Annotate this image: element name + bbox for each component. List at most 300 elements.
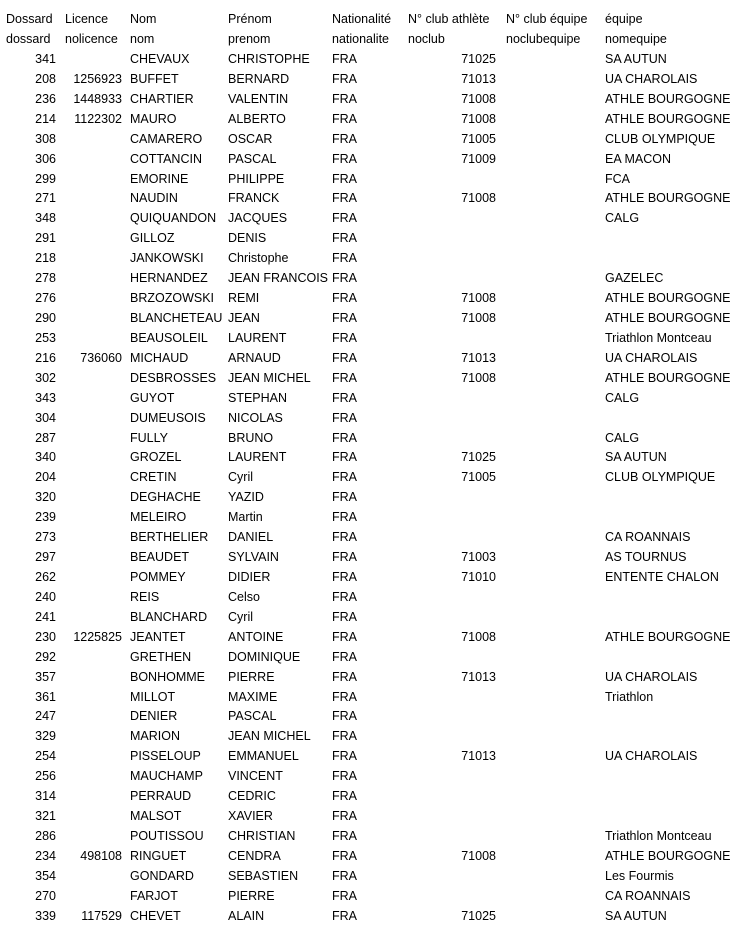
cell-nom: JANKOWSKI [130, 251, 204, 266]
cell-prenom: CENDRA [228, 848, 281, 863]
cell-noclubequipe [506, 806, 602, 826]
cell-noclub: 71008 [461, 629, 496, 644]
table-row [0, 647, 700, 667]
header-prenom: Prénom [228, 12, 272, 26]
cell-noclub: 71013 [461, 350, 496, 365]
cell-nationalite: FRA [332, 310, 357, 325]
cell-nationalite: FRA [332, 111, 357, 126]
cell-noclub [408, 687, 496, 707]
cell-noclubequipe [506, 49, 602, 69]
cell-noclub: 71003 [461, 550, 496, 565]
cell-nom: GRETHEN [130, 649, 192, 664]
cell-licence [62, 169, 122, 189]
cell-equipe: Triathlon Montceau [605, 828, 712, 843]
cell-prenom: SYLVAIN [228, 550, 279, 565]
cell-nom: DUMEUSOIS [130, 410, 206, 425]
cell-nationalite: FRA [332, 91, 357, 106]
cell-noclub: 71008 [461, 370, 496, 385]
cell-noclub [408, 507, 496, 527]
cell-dossard: 240 [35, 589, 56, 604]
cell-noclub [408, 786, 496, 806]
cell-prenom: JEAN MICHEL [228, 370, 311, 385]
cell-dossard: 306 [35, 151, 56, 166]
cell-nom: POMMEY [130, 569, 186, 584]
cell-licence [62, 647, 122, 667]
cell-equipe [605, 726, 700, 746]
cell-equipe: GAZELEC [605, 271, 664, 286]
cell-dossard: 216 [35, 350, 56, 365]
cell-noclub [408, 527, 496, 547]
cell-licence [62, 826, 122, 846]
cell-nationalite: FRA [332, 908, 357, 923]
cell-dossard: 230 [35, 629, 56, 644]
cell-equipe: SA AUTUN [605, 52, 667, 66]
cell-dossard: 291 [35, 231, 56, 246]
cell-licence [62, 487, 122, 507]
cell-prenom: PIERRE [228, 669, 275, 684]
cell-noclub: 71009 [461, 151, 496, 166]
cell-noclubequipe [506, 228, 602, 248]
cell-nom: GONDARD [130, 868, 194, 883]
cell-dossard: 340 [35, 450, 56, 465]
cell-noclubequipe [506, 328, 602, 348]
cell-noclubequipe [506, 647, 602, 667]
header-nationalite: Nationalité [332, 12, 392, 26]
cell-noclub [408, 228, 496, 248]
table-row [0, 288, 730, 308]
cell-nationalite: FRA [332, 271, 357, 286]
cell-prenom: REMI [228, 291, 260, 306]
cell-prenom: NICOLAS [228, 410, 283, 425]
cell-licence [62, 49, 122, 69]
cell-noclubequipe [506, 408, 602, 428]
field-nationalite: nationalite [332, 32, 389, 46]
cell-nom: DENIER [130, 709, 178, 724]
cell-licence [62, 368, 122, 388]
cell-equipe: Triathlon Montceau [605, 330, 712, 345]
cell-nom: GUYOT [130, 390, 175, 405]
cell-equipe [605, 607, 700, 627]
table-row [0, 507, 700, 527]
cell-nationalite: FRA [332, 749, 357, 764]
cell-prenom: Martin [228, 510, 263, 525]
cell-nom: NAUDIN [130, 191, 178, 206]
cell-nationalite: FRA [332, 530, 357, 545]
cell-dossard: 273 [35, 530, 56, 545]
cell-equipe: CA ROANNAIS [605, 530, 691, 545]
table-row [0, 49, 700, 69]
header-licence: Licence [65, 12, 109, 26]
cell-nom: GILLOZ [130, 231, 175, 246]
cell-licence [62, 308, 122, 328]
cell-noclubequipe [506, 89, 602, 109]
cell-prenom: FRANCK [228, 191, 280, 206]
cell-dossard: 270 [35, 888, 56, 903]
cell-equipe: ATHLE BOURGOGNE [605, 111, 730, 126]
table-row [0, 228, 700, 248]
cell-dossard: 321 [35, 809, 56, 824]
table-row [0, 408, 700, 428]
table-row [0, 388, 700, 408]
cell-prenom: DOMINIQUE [228, 649, 301, 664]
cell-noclubequipe [506, 846, 602, 866]
cell-licence [62, 726, 122, 746]
cell-noclubequipe [506, 507, 602, 527]
cell-equipe [605, 806, 700, 826]
cell-noclubequipe [506, 886, 602, 906]
cell-nationalite: FRA [332, 868, 357, 883]
cell-prenom: CHRISTIAN [228, 828, 296, 843]
cell-noclub: 71025 [461, 52, 496, 66]
cell-dossard: 297 [35, 550, 56, 565]
cell-nom: CRETIN [130, 470, 177, 485]
cell-nationalite: FRA [332, 689, 357, 704]
cell-nationalite: FRA [332, 251, 357, 266]
cell-nom: MELEIRO [130, 510, 187, 525]
cell-prenom: JEAN FRANCOIS [228, 271, 329, 286]
cell-nom: BRZOZOWSKI [130, 291, 215, 306]
cell-equipe [605, 647, 700, 667]
cell-licence [62, 587, 122, 607]
cell-equipe: ATHLE BOURGOGNE [605, 291, 730, 306]
cell-prenom: YAZID [228, 490, 264, 505]
cell-noclub: 71025 [461, 908, 496, 923]
cell-prenom: XAVIER [228, 809, 273, 824]
header-noclubequipe: N° club équipe [506, 12, 588, 26]
cell-noclub: 71005 [461, 131, 496, 146]
field-noclubequipe: noclubequipe [506, 32, 581, 46]
cell-prenom: LAURENT [228, 450, 287, 465]
cell-dossard: 262 [35, 569, 56, 584]
cell-nom: BERTHELIER [130, 530, 209, 545]
cell-prenom: STEPHAN [228, 390, 288, 405]
cell-noclubequipe [506, 129, 602, 149]
cell-dossard: 299 [35, 171, 56, 186]
cell-noclub: 71025 [461, 450, 496, 465]
table-row [0, 428, 700, 448]
cell-nom: MAUCHAMP [130, 769, 203, 784]
cell-licence: 498108 [80, 848, 122, 863]
cell-nationalite: FRA [332, 291, 357, 306]
cell-nationalite: FRA [332, 171, 357, 186]
cell-nationalite: FRA [332, 510, 357, 525]
cell-dossard: 304 [35, 410, 56, 425]
cell-prenom: Cyril [228, 470, 253, 485]
cell-noclubequipe [506, 866, 602, 886]
cell-dossard: 236 [35, 91, 56, 106]
cell-equipe: CALG [605, 211, 640, 226]
cell-nom: QUIQUANDON [130, 211, 217, 226]
cell-nationalite: FRA [332, 569, 357, 584]
cell-equipe: CLUB OLYMPIQUE [605, 470, 716, 485]
cell-noclub: 71013 [461, 749, 496, 764]
cell-licence [62, 687, 122, 707]
cell-equipe: ATHLE BOURGOGNE [605, 310, 730, 325]
cell-prenom: VINCENT [228, 769, 283, 784]
cell-prenom: CEDRIC [228, 789, 276, 804]
table-row [0, 687, 700, 707]
cell-nationalite: FRA [332, 131, 357, 146]
cell-noclub [408, 866, 496, 886]
cell-nationalite: FRA [332, 450, 357, 465]
cell-noclubequipe [506, 467, 602, 487]
cell-dossard: 234 [35, 848, 56, 863]
cell-nom: BONHOMME [130, 669, 205, 684]
cell-prenom: VALENTIN [228, 91, 289, 106]
cell-nationalite: FRA [332, 350, 357, 365]
table-row [0, 826, 712, 846]
cell-equipe: ATHLE BOURGOGNE [605, 191, 730, 206]
table-row [0, 846, 730, 866]
cell-dossard: 314 [35, 789, 56, 804]
cell-noclubequipe [506, 368, 602, 388]
cell-licence [62, 268, 122, 288]
table-row [0, 328, 712, 348]
cell-equipe [605, 248, 700, 268]
cell-noclub [408, 607, 496, 627]
cell-noclubequipe [506, 906, 602, 926]
cell-nom: GROZEL [130, 450, 182, 465]
cell-licence [62, 447, 122, 467]
cell-equipe: UA CHAROLAIS [605, 749, 698, 764]
cell-noclubequipe [506, 248, 602, 268]
cell-nom: EMORINE [130, 171, 189, 186]
cell-equipe: SA AUTUN [605, 450, 667, 465]
cell-equipe: SA AUTUN [605, 908, 667, 923]
cell-noclubequipe [506, 726, 602, 746]
table-row [0, 866, 700, 886]
cell-noclubequipe [506, 169, 602, 189]
table-row [0, 746, 700, 766]
cell-nom: PISSELOUP [130, 749, 201, 764]
cell-licence [62, 706, 122, 726]
cell-equipe [605, 587, 700, 607]
cell-nationalite: FRA [332, 848, 357, 863]
cell-nom: RINGUET [130, 848, 187, 863]
cell-nom: MARION [130, 729, 180, 744]
cell-noclubequipe [506, 69, 602, 89]
cell-noclubequipe [506, 587, 602, 607]
cell-licence [62, 467, 122, 487]
cell-noclubequipe [506, 527, 602, 547]
cell-noclub [408, 766, 496, 786]
cell-nom: BLANCHARD [130, 609, 208, 624]
cell-nationalite: FRA [332, 71, 357, 86]
cell-equipe: CLUB OLYMPIQUE [605, 131, 716, 146]
cell-nom: CAMARERO [130, 131, 203, 146]
table-row [0, 109, 730, 129]
cell-prenom: ANTOINE [228, 629, 284, 644]
cell-nationalite: FRA [332, 52, 357, 66]
cell-noclub: 71013 [461, 71, 496, 86]
cell-equipe [605, 786, 700, 806]
table-body [0, 49, 730, 926]
cell-dossard: 290 [35, 310, 56, 325]
cell-prenom: PASCAL [228, 709, 277, 724]
cell-nom: MILLOT [130, 689, 176, 704]
header-equipe: équipe [605, 12, 643, 26]
cell-noclub: 71008 [461, 91, 496, 106]
table-row [0, 89, 730, 109]
cell-noclub [408, 647, 496, 667]
cell-licence: 1122302 [74, 111, 122, 126]
cell-nationalite: FRA [332, 809, 357, 824]
cell-noclub [408, 806, 496, 826]
cell-licence [62, 667, 122, 687]
cell-equipe: FCA [605, 171, 630, 186]
table-row [0, 886, 700, 906]
table-row [0, 587, 700, 607]
cell-noclubequipe [506, 268, 602, 288]
cell-licence: 736060 [80, 350, 122, 365]
cell-noclubequipe [506, 428, 602, 448]
cell-licence [62, 607, 122, 627]
cell-nom: REIS [130, 589, 160, 604]
cell-nationalite: FRA [332, 729, 357, 744]
cell-noclub: 71008 [461, 191, 496, 206]
cell-nationalite: FRA [332, 550, 357, 565]
cell-nom: CHARTIER [130, 91, 194, 106]
cell-dossard: 256 [35, 769, 56, 784]
cell-nationalite: FRA [332, 649, 357, 664]
cell-dossard: 348 [35, 211, 56, 226]
cell-nationalite: FRA [332, 330, 357, 345]
cell-dossard: 341 [35, 52, 56, 66]
cell-noclubequipe [506, 547, 602, 567]
table-row [0, 906, 700, 926]
cell-dossard: 214 [35, 111, 56, 126]
cell-equipe: CALG [605, 390, 640, 405]
cell-nom: DEGHACHE [130, 490, 201, 505]
cell-licence [62, 866, 122, 886]
cell-licence: 1225825 [73, 629, 122, 644]
cell-nationalite: FRA [332, 410, 357, 425]
cell-nom: FARJOT [130, 888, 178, 903]
cell-equipe: Les Fourmis [605, 868, 674, 883]
cell-noclub [408, 886, 496, 906]
cell-nom: PERRAUD [130, 789, 192, 804]
table-row [0, 149, 700, 169]
cell-equipe: AS TOURNUS [605, 550, 687, 565]
cell-licence [62, 428, 122, 448]
cell-equipe: Triathlon [605, 689, 654, 704]
cell-equipe: UA CHAROLAIS [605, 669, 698, 684]
cell-licence [62, 806, 122, 826]
cell-prenom: ARNAUD [228, 350, 281, 365]
cell-noclubequipe [506, 667, 602, 687]
cell-dossard: 308 [35, 131, 56, 146]
cell-noclub: 71013 [461, 669, 496, 684]
cell-nationalite: FRA [332, 490, 357, 505]
cell-prenom: DENIS [228, 231, 267, 246]
cell-equipe: UA CHAROLAIS [605, 71, 698, 86]
cell-licence [62, 886, 122, 906]
cell-dossard: 208 [35, 71, 56, 86]
cell-noclubequipe [506, 487, 602, 507]
cell-prenom: PHILIPPE [228, 171, 285, 186]
cell-noclub [408, 706, 496, 726]
cell-noclubequipe [506, 786, 602, 806]
cell-nationalite: FRA [332, 390, 357, 405]
cell-prenom: ALBERTO [228, 111, 286, 126]
cell-licence [62, 567, 122, 587]
field-licence: nolicence [65, 32, 118, 46]
cell-dossard: 302 [35, 370, 56, 385]
cell-noclub: 71008 [461, 310, 496, 325]
table-row [0, 766, 700, 786]
cell-equipe: ATHLE BOURGOGNE [605, 629, 730, 644]
cell-noclub [408, 587, 496, 607]
cell-noclubequipe [506, 149, 602, 169]
table-row [0, 547, 700, 567]
cell-dossard: 241 [35, 609, 56, 624]
cell-prenom: ALAIN [228, 908, 265, 923]
cell-nationalite: FRA [332, 211, 357, 226]
cell-nationalite: FRA [332, 370, 357, 385]
cell-prenom: LAURENT [228, 330, 287, 345]
cell-equipe: CALG [605, 430, 640, 445]
table-row [0, 368, 730, 388]
cell-nom: BEAUSOLEIL [130, 330, 208, 345]
cell-licence [62, 408, 122, 428]
cell-licence [62, 208, 122, 228]
cell-nom: FULLY [130, 430, 168, 445]
cell-prenom: SEBASTIEN [228, 868, 299, 883]
cell-noclubequipe [506, 208, 602, 228]
cell-noclub [408, 169, 496, 189]
cell-licence [62, 149, 122, 169]
cell-noclubequipe [506, 607, 602, 627]
cell-licence: 117529 [81, 908, 122, 923]
cell-nom: MALSOT [130, 809, 182, 824]
cell-noclubequipe [506, 308, 602, 328]
cell-licence [62, 746, 122, 766]
cell-prenom: BERNARD [228, 71, 290, 86]
cell-dossard: 239 [35, 510, 56, 525]
header-noclub: N° club athlète [408, 12, 490, 26]
field-equipe: nomequipe [605, 32, 667, 46]
table-row [0, 248, 700, 268]
cell-nationalite: FRA [332, 191, 357, 206]
cell-nom: JEANTET [130, 629, 186, 644]
cell-prenom: JEAN MICHEL [228, 729, 311, 744]
cell-dossard: 339 [35, 908, 56, 923]
table-row [0, 667, 700, 687]
header-dossard: Dossard [6, 12, 53, 26]
header-row-labels [0, 9, 700, 29]
cell-noclubequipe [506, 706, 602, 726]
cell-noclubequipe [506, 288, 602, 308]
cell-equipe: ATHLE BOURGOGNE [605, 370, 730, 385]
cell-nom: MICHAUD [130, 350, 189, 365]
cell-noclubequipe [506, 188, 602, 208]
cell-dossard: 218 [35, 251, 56, 266]
table-row [0, 69, 700, 89]
cell-nom: CHEVET [130, 908, 181, 923]
table-row [0, 487, 700, 507]
cell-equipe: ENTENTE CHALON [605, 569, 719, 584]
cell-dossard: 287 [35, 430, 56, 445]
cell-noclubequipe [506, 447, 602, 467]
table-row [0, 447, 700, 467]
cell-nom: BUFFET [130, 71, 179, 86]
cell-nom: COTTANCIN [130, 151, 202, 166]
cell-licence [62, 129, 122, 149]
cell-dossard: 271 [35, 191, 56, 206]
cell-nom: MAURO [130, 111, 177, 126]
cell-noclub [408, 208, 496, 228]
cell-noclubequipe [506, 687, 602, 707]
